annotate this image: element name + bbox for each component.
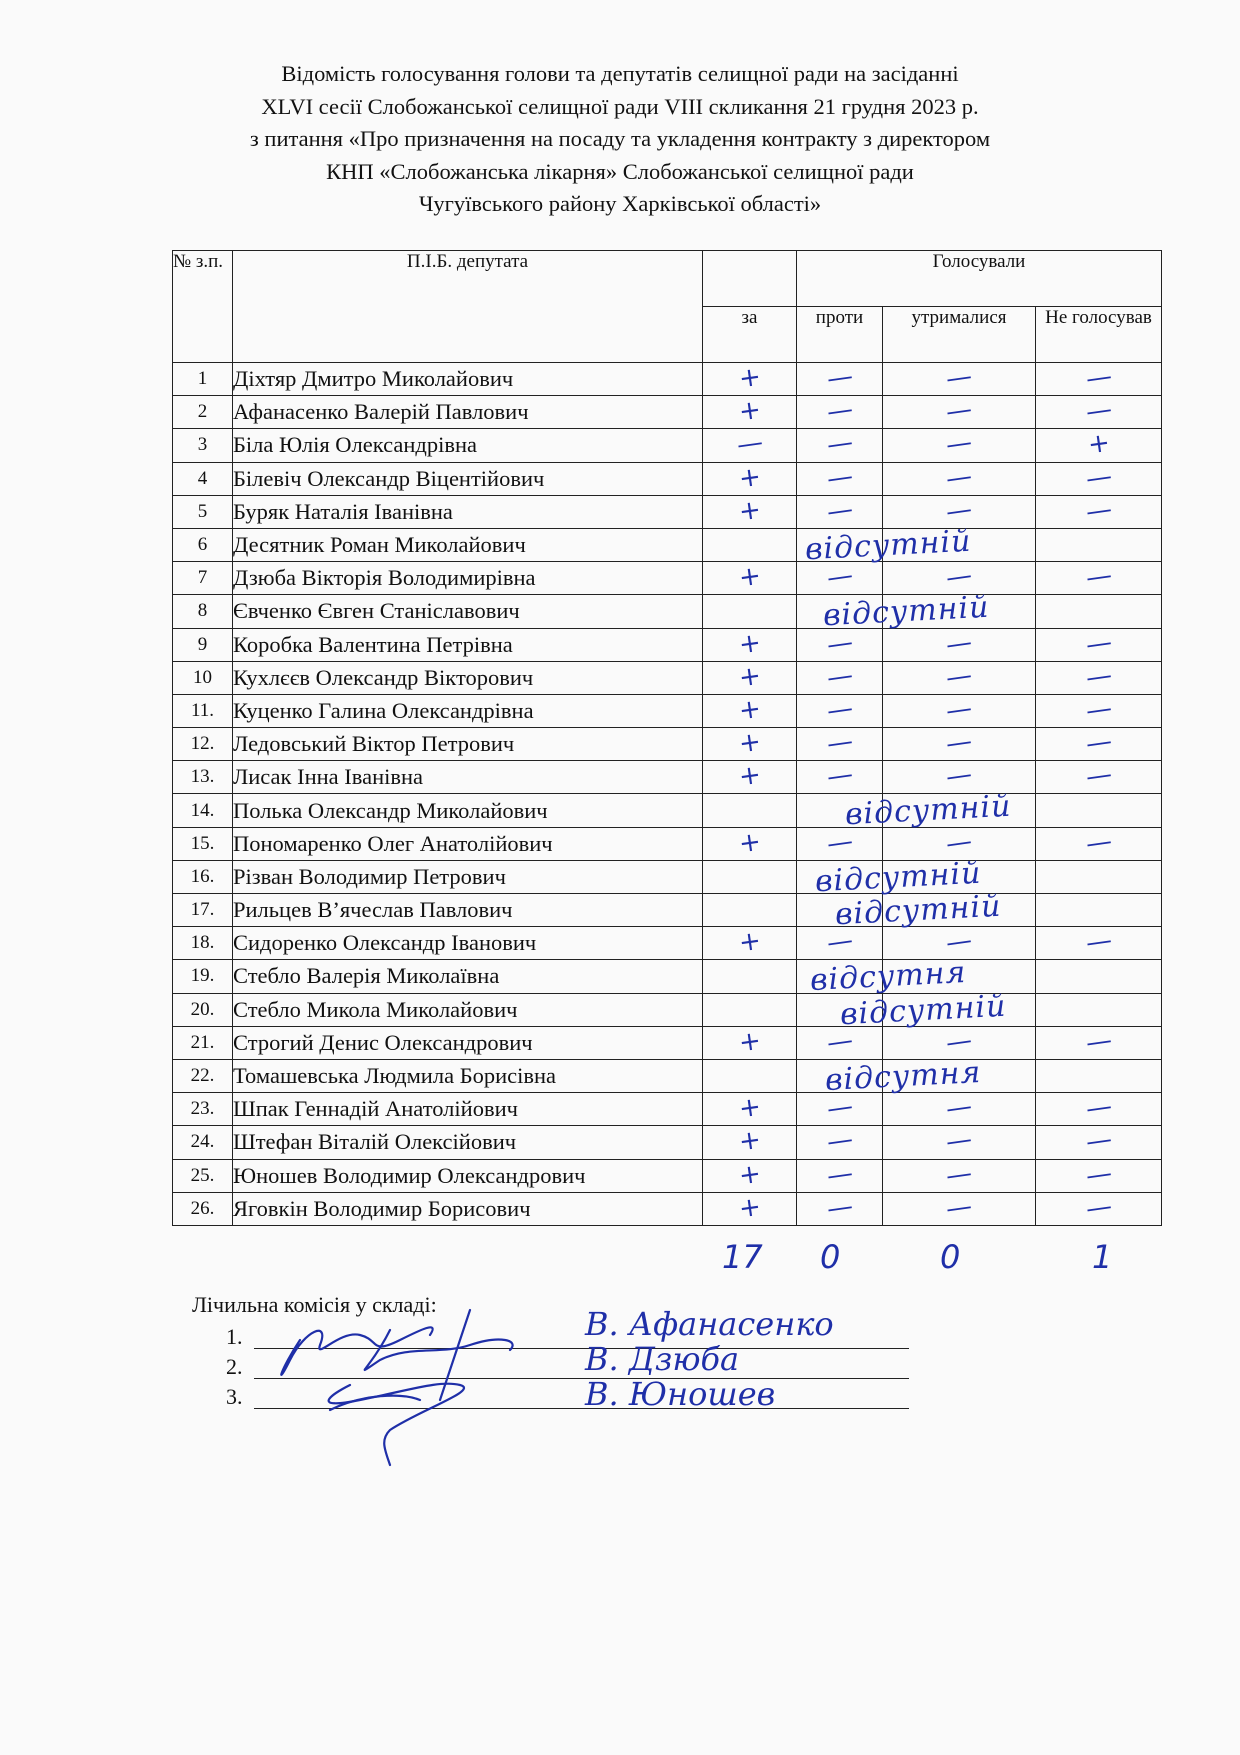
row-number: 7 [173, 562, 233, 595]
header-name: П.І.Б. депутата [233, 251, 703, 363]
handwritten-mark: — [944, 460, 974, 495]
handwritten-mark: + [736, 627, 763, 660]
handwritten-mark: + [736, 660, 763, 694]
vote-ne-holosuvav-cell [1036, 429, 1162, 462]
handwritten-mark: — [944, 1091, 974, 1125]
deputy-name: Лисак Інна Іванівна [233, 761, 703, 794]
vote-za-cell [703, 761, 797, 794]
handwritten-mark: — [824, 560, 855, 594]
vote-utrymalysia-cell [883, 860, 1036, 893]
table-row [173, 694, 1162, 727]
deputy-name: Афанасенко Валерій Павлович [233, 396, 703, 429]
handwritten-mark: — [824, 626, 855, 661]
vote-za-cell [703, 993, 797, 1026]
vote-proty-cell [797, 827, 883, 860]
handwritten-mark: — [944, 726, 974, 760]
vote-utrymalysia-cell [883, 528, 1036, 561]
vote-za-cell [703, 960, 797, 993]
vote-za-cell [703, 894, 797, 927]
vote-za-cell [703, 628, 797, 661]
table-row [173, 1093, 1162, 1126]
handwritten-mark: — [944, 759, 974, 794]
table-row [173, 728, 1162, 761]
vote-ne-holosuvav-cell [1036, 1059, 1162, 1092]
handwritten-mark: — [824, 1124, 855, 1159]
deputy-name: Кухлєєв Олександр Вікторович [233, 661, 703, 694]
vote-proty-cell [797, 589, 991, 634]
handwritten-mark: — [1083, 1124, 1114, 1159]
table-row [173, 993, 1162, 1026]
absent-note: відсутня [809, 955, 968, 999]
header-proty: проти [797, 307, 883, 363]
handwritten-mark: + [736, 1091, 763, 1125]
row-number: 19. [173, 960, 233, 993]
deputy-name: Шпак Геннадій Анатолійович [233, 1093, 703, 1126]
handwritten-mark: — [824, 1091, 855, 1125]
handwritten-mark: + [736, 361, 763, 395]
table-row [173, 894, 1162, 927]
vote-proty-cell [797, 628, 883, 661]
table-row [173, 462, 1162, 495]
row-number: 23. [173, 1093, 233, 1126]
total-za: 17 [722, 1238, 763, 1276]
handwritten-mark: — [1083, 759, 1114, 794]
vote-utrymalysia-cell [883, 728, 1036, 761]
row-number: 18. [173, 927, 233, 960]
vote-utrymalysia-cell [883, 595, 1036, 628]
handwritten-mark: + [736, 925, 763, 959]
handwritten-mark: — [944, 826, 974, 860]
deputy-name: Євченко Євген Станіславович [233, 595, 703, 628]
vote-ne-holosuvav-cell [1036, 1093, 1162, 1126]
vote-za-cell [703, 595, 797, 628]
deputy-name: Ледовський Віктор Петрович [233, 728, 703, 761]
deputy-name: Строгий Денис Олександрович [233, 1026, 703, 1059]
header-ne-holosuvav: Не голосував [1036, 307, 1162, 363]
deputy-name: Дзюба Вікторія Володимирівна [233, 562, 703, 595]
vote-utrymalysia-cell [883, 794, 1036, 827]
vote-utrymalysia-cell [883, 1026, 1036, 1059]
table-row [173, 396, 1162, 429]
deputy-name: Куценко Галина Олександрівна [233, 694, 703, 727]
row-number: 25. [173, 1159, 233, 1192]
commission-number: 3. [226, 1384, 243, 1409]
handwritten-mark: — [824, 427, 855, 462]
deputy-name: Яговкін Володимир Борисович [233, 1192, 703, 1225]
row-number: 16. [173, 860, 233, 893]
handwritten-mark: — [944, 394, 974, 428]
handwritten-mark: — [1083, 560, 1114, 594]
row-number: 22. [173, 1059, 233, 1092]
vote-proty-cell [797, 396, 883, 429]
vote-ne-holosuvav-cell [1036, 794, 1162, 827]
handwritten-mark: + [736, 1125, 763, 1158]
absent-note: відсутній [822, 589, 991, 634]
vote-ne-holosuvav-cell [1036, 562, 1162, 595]
vote-za-cell [703, 860, 797, 893]
deputy-name: Юношев Володимир Олександрович [233, 1159, 703, 1192]
handwritten-mark: + [736, 494, 763, 528]
row-number: 26. [173, 1192, 233, 1225]
row-number: 4 [173, 462, 233, 495]
handwritten-mark: — [824, 925, 855, 959]
vote-utrymalysia-cell [883, 628, 1036, 661]
commission-line-2 [226, 1352, 243, 1382]
handwritten-mark: — [824, 460, 855, 495]
table-body [173, 363, 1162, 1226]
vote-proty-cell [797, 789, 1013, 833]
handwritten-mark: — [1083, 925, 1114, 959]
vote-ne-holosuvav-cell [1036, 761, 1162, 794]
vote-proty-cell [797, 1192, 883, 1225]
handwritten-mark: — [944, 427, 974, 462]
handwritten-mark: — [1083, 693, 1114, 727]
table-row [173, 495, 1162, 528]
vote-proty-cell [797, 1093, 883, 1126]
vote-utrymalysia-cell [883, 1159, 1036, 1192]
handwritten-mark: — [944, 1157, 974, 1192]
deputy-name: Стебло Микола Миколайович [233, 993, 703, 1026]
row-number: 5 [173, 495, 233, 528]
row-number: 6 [173, 528, 233, 561]
deputy-name: Штефан Віталій Олексійович [233, 1126, 703, 1159]
handwritten-mark: + [736, 560, 763, 594]
row-number: 12. [173, 728, 233, 761]
table-row [173, 927, 1162, 960]
vote-utrymalysia-cell [883, 429, 1036, 462]
vote-utrymalysia-cell [883, 993, 1036, 1026]
row-number: 9 [173, 628, 233, 661]
row-number: 24. [173, 1126, 233, 1159]
vote-za-cell [703, 1126, 797, 1159]
handwritten-mark: + [736, 461, 763, 495]
vote-za-cell [703, 396, 797, 429]
handwritten-mark: — [824, 1025, 855, 1059]
deputy-name: Десятник Роман Миколайович [233, 528, 703, 561]
vote-proty-cell [797, 728, 883, 761]
vote-ne-holosuvav-cell [1036, 860, 1162, 893]
vote-za-cell [703, 694, 797, 727]
vote-proty-cell [797, 429, 883, 462]
vote-ne-holosuvav-cell [1036, 1192, 1162, 1225]
row-number: 10 [173, 661, 233, 694]
table-row [173, 794, 1162, 827]
vote-ne-holosuvav-cell [1036, 462, 1162, 495]
table-row [173, 429, 1162, 462]
vote-za-cell [703, 562, 797, 595]
total-proty: 0 [820, 1238, 841, 1276]
absent-note: відсутній [834, 888, 1003, 933]
handwritten-mark: — [824, 826, 855, 860]
commission-members [226, 1322, 243, 1412]
vote-ne-holosuvav-cell [1036, 495, 1162, 528]
table-row [173, 1026, 1162, 1059]
handwritten-mark: — [944, 1191, 974, 1225]
handwritten-mark: — [824, 494, 855, 528]
row-number: 13. [173, 761, 233, 794]
deputy-name: Рильцев В’ячеслав Павлович [233, 894, 703, 927]
document-title [120, 58, 1120, 221]
row-number: 20. [173, 993, 233, 1026]
vote-proty-cell [797, 661, 883, 694]
vote-ne-holosuvav-cell [1036, 1126, 1162, 1159]
vote-proty-cell [797, 855, 983, 900]
handwritten-mark: — [1083, 1191, 1114, 1225]
table-row [173, 363, 1162, 396]
handwritten-mark: + [736, 1025, 763, 1059]
table-row [173, 661, 1162, 694]
header-voted: Голосували [797, 251, 1162, 307]
title-line: Чугуївського району Харківської області» [418, 191, 822, 216]
handwritten-mark: — [824, 1191, 855, 1225]
vote-proty-cell [797, 1026, 883, 1059]
vote-za-cell [703, 794, 797, 827]
handwritten-mark: — [824, 361, 855, 395]
vote-za-cell [703, 1093, 797, 1126]
vote-proty-cell [797, 761, 883, 794]
vote-ne-holosuvav-cell [1036, 628, 1162, 661]
handwritten-mark: — [1083, 626, 1114, 661]
table-row [173, 827, 1162, 860]
vote-proty-cell [797, 1054, 983, 1099]
vote-ne-holosuvav-cell [1036, 661, 1162, 694]
header-number: № з.п. [173, 251, 233, 363]
row-number: 11. [173, 694, 233, 727]
deputy-name: Стебло Валерія Миколаївна [233, 960, 703, 993]
title-line: КНП «Слобожанська лікарня» Слобожанської селищної ради [326, 158, 914, 184]
handwritten-mark: + [736, 1191, 763, 1225]
handwritten-mark: — [944, 626, 974, 661]
deputy-name: Пономаренко Олег Анатолійович [233, 827, 703, 860]
vote-za-cell [703, 1026, 797, 1059]
handwritten-mark: — [944, 925, 974, 959]
commission-number: 1. [226, 1324, 243, 1349]
title-line: XLVI сесії Слобожанської селищної ради VIII скликання 21 грудня 2023 р. [261, 93, 979, 119]
header-blank [703, 251, 797, 307]
table-row [173, 960, 1162, 993]
vote-utrymalysia-cell [883, 495, 1036, 528]
vote-utrymalysia-cell [883, 661, 1036, 694]
handwritten-mark: + [736, 759, 763, 793]
vote-proty-cell [797, 462, 883, 495]
row-number: 8 [173, 595, 233, 628]
vote-utrymalysia-cell [883, 1126, 1036, 1159]
vote-proty-cell [797, 694, 883, 727]
vote-za-cell [703, 429, 797, 462]
handwritten-mark: — [1083, 494, 1114, 528]
vote-ne-holosuvav-cell [1036, 894, 1162, 927]
table-row [173, 1192, 1162, 1225]
vote-ne-holosuvav-cell [1036, 396, 1162, 429]
commission-signature-name: В. Дзюба [585, 1340, 740, 1378]
vote-proty-cell [797, 888, 1003, 933]
commission-signature-name: В. Афанасенко [585, 1305, 834, 1343]
handwritten-mark: — [824, 759, 855, 794]
voting-table [172, 250, 1162, 1226]
absent-note: відсутній [844, 789, 1013, 833]
vote-za-cell [703, 661, 797, 694]
vote-ne-holosuvav-cell [1036, 1159, 1162, 1192]
deputy-name: Буряк Наталія Іванівна [233, 495, 703, 528]
deputy-name: Білевіч Олександр Віцентійович [233, 462, 703, 495]
deputy-name: Різван Володимир Петрович [233, 860, 703, 893]
handwritten-mark: — [944, 361, 974, 395]
vote-za-cell [703, 462, 797, 495]
handwritten-signatures [270, 1300, 600, 1470]
vote-proty-cell [797, 955, 968, 999]
vote-ne-holosuvav-cell [1036, 827, 1162, 860]
handwritten-mark: + [736, 394, 763, 428]
vote-ne-holosuvav-cell [1036, 993, 1162, 1026]
vote-za-cell [703, 1192, 797, 1225]
handwritten-mark: — [1083, 660, 1114, 694]
handwritten-mark: — [734, 427, 765, 462]
absent-note: відсутній [839, 988, 1008, 1032]
table-row [173, 528, 1162, 561]
vote-utrymalysia-cell [883, 694, 1036, 727]
table-row [173, 761, 1162, 794]
vote-proty-cell [797, 1126, 883, 1159]
vote-utrymalysia-cell [883, 927, 1036, 960]
handwritten-mark: — [1083, 394, 1114, 428]
deputy-name: Полька Олександр Миколайович [233, 794, 703, 827]
table-row [173, 1159, 1162, 1192]
vote-utrymalysia-cell [883, 1192, 1036, 1225]
row-number: 3 [173, 429, 233, 462]
commission-line-1 [226, 1322, 243, 1352]
row-number: 14. [173, 794, 233, 827]
vote-za-cell [703, 528, 797, 561]
commission-number: 2. [226, 1354, 243, 1379]
handwritten-mark: + [736, 693, 763, 727]
row-number: 1 [173, 363, 233, 396]
table-row [173, 1126, 1162, 1159]
vote-ne-holosuvav-cell [1036, 363, 1162, 396]
vote-ne-holosuvav-cell [1036, 927, 1162, 960]
deputy-name: Сидоренко Олександр Іванович [233, 927, 703, 960]
commission-signature-name: В. Юношев [585, 1375, 776, 1413]
vote-za-cell [703, 1159, 797, 1192]
row-number: 15. [173, 827, 233, 860]
handwritten-mark: — [824, 394, 855, 428]
vote-utrymalysia-cell [883, 894, 1036, 927]
vote-ne-holosuvav-cell [1036, 728, 1162, 761]
vote-proty-cell [797, 988, 1008, 1032]
vote-utrymalysia-cell [883, 562, 1036, 595]
vote-za-cell [703, 495, 797, 528]
deputy-name: Томашевська Людмила Борисівна [233, 1059, 703, 1092]
vote-proty-cell [797, 1159, 883, 1192]
handwritten-mark: — [1083, 826, 1114, 860]
handwritten-mark: — [824, 726, 855, 760]
header-utrymalysia: утрималися [883, 307, 1036, 363]
row-number: 17. [173, 894, 233, 927]
vote-za-cell [703, 728, 797, 761]
vote-proty-cell [797, 363, 883, 396]
handwritten-mark: — [1083, 726, 1114, 760]
vote-proty-cell [797, 562, 883, 595]
handwritten-mark: — [944, 560, 974, 594]
handwritten-mark: — [944, 1124, 974, 1159]
title-line: з питання «Про призначення на посаду та укладення контракту з директором [249, 126, 991, 151]
commission-label: Лічильна комісія у складі: [192, 1292, 437, 1317]
vote-ne-holosuvav-cell [1036, 595, 1162, 628]
handwritten-mark: — [1083, 460, 1114, 495]
handwritten-mark: — [944, 693, 974, 727]
vote-utrymalysia-cell [883, 827, 1036, 860]
row-number: 21. [173, 1026, 233, 1059]
handwritten-mark: — [1083, 361, 1114, 395]
vote-ne-holosuvav-cell [1036, 694, 1162, 727]
vote-ne-holosuvav-cell [1036, 528, 1162, 561]
vote-utrymalysia-cell [883, 1093, 1036, 1126]
table-row [173, 1059, 1162, 1092]
total-utrymalysia: 0 [940, 1238, 961, 1276]
handwritten-mark: — [944, 494, 974, 528]
vote-za-cell [703, 827, 797, 860]
row-number: 2 [173, 396, 233, 429]
title-line: Відомість голосування голови та депутатів селищної ради на засіданні [281, 61, 959, 86]
handwritten-mark: — [1083, 1157, 1114, 1192]
handwritten-mark: — [1083, 1091, 1114, 1125]
vote-ne-holosuvav-cell [1036, 1026, 1162, 1059]
vote-utrymalysia-cell [883, 761, 1036, 794]
handwritten-mark: + [736, 826, 763, 860]
table-row [173, 860, 1162, 893]
handwritten-mark: — [824, 1157, 855, 1192]
commission-line-3 [226, 1382, 243, 1412]
vote-za-cell [703, 927, 797, 960]
absent-note: відсутній [804, 523, 973, 568]
vote-za-cell [703, 1059, 797, 1092]
handwritten-mark: + [1085, 428, 1112, 461]
table-row [173, 628, 1162, 661]
vote-utrymalysia-cell [883, 363, 1036, 396]
vote-ne-holosuvav-cell [1036, 960, 1162, 993]
vote-utrymalysia-cell [883, 462, 1036, 495]
handwritten-mark: — [824, 693, 855, 727]
vote-za-cell [703, 363, 797, 396]
deputy-name: Діхтяр Дмитро Миколайович [233, 363, 703, 396]
vote-proty-cell [797, 927, 883, 960]
table-row [173, 595, 1162, 628]
table-row [173, 562, 1162, 595]
vote-proty-cell [797, 523, 973, 568]
deputy-name: Коробка Валентина Петрівна [233, 628, 703, 661]
absent-note: відсутня [824, 1054, 983, 1099]
handwritten-mark: — [1083, 1025, 1114, 1059]
total-ne-holosuvav: 1 [1092, 1238, 1113, 1276]
vote-proty-cell [797, 495, 883, 528]
handwritten-mark: — [944, 660, 974, 694]
handwritten-mark: — [944, 1025, 974, 1059]
vote-utrymalysia-cell [883, 960, 1036, 993]
absent-note: відсутній [814, 855, 983, 900]
header-za: за [703, 307, 797, 363]
handwritten-mark: — [824, 660, 855, 694]
vote-utrymalysia-cell [883, 1059, 1036, 1092]
deputy-name: Біла Юлія Олександрівна [233, 429, 703, 462]
handwritten-mark: + [736, 1158, 763, 1191]
handwritten-mark: + [736, 726, 763, 760]
vote-utrymalysia-cell [883, 396, 1036, 429]
